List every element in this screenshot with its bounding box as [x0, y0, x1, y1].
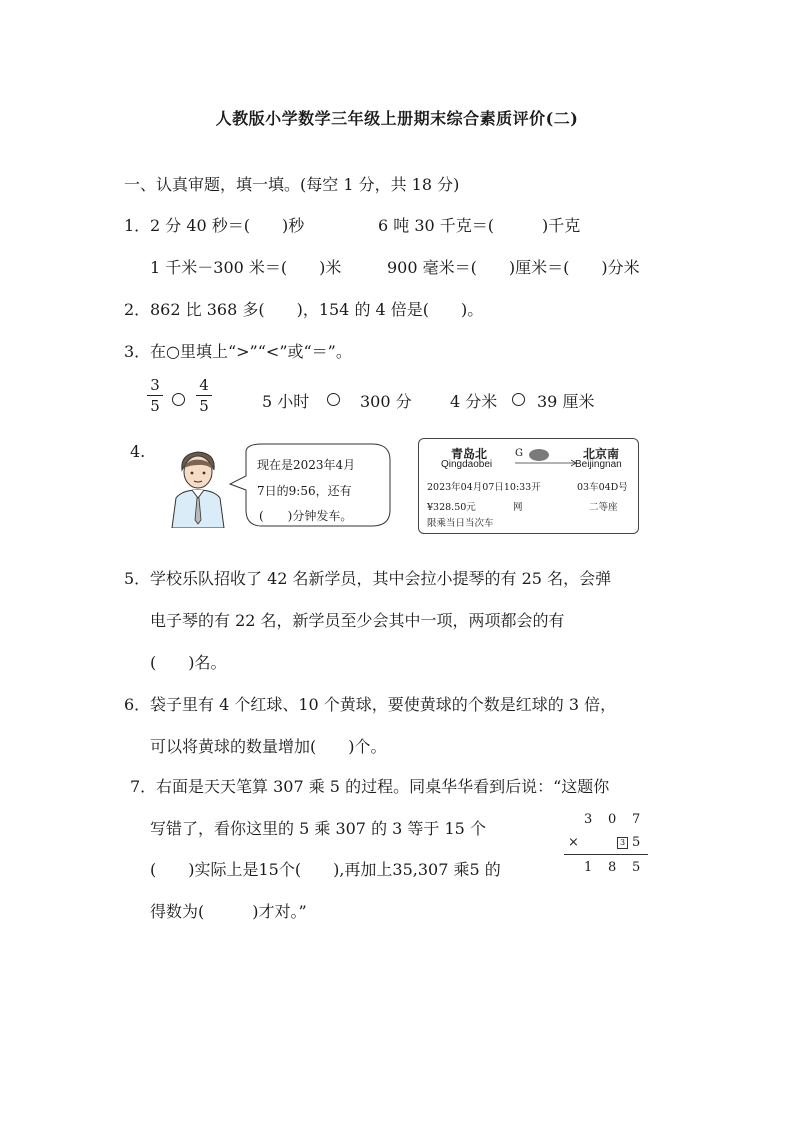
q6-line-1: 袋子里有 4 个红球、10 个黄球，要使黄球的个数是红球的 3 倍， [150, 695, 617, 714]
times-sign: × [568, 835, 579, 850]
q1-part-c: 1 千米－300 米＝( )米 [150, 258, 342, 277]
fraction-numerator: 3 [150, 376, 160, 394]
q5-number: 5． [124, 569, 151, 588]
multiplicand-digit: 3 [584, 812, 593, 827]
compare-circle[interactable] [172, 390, 185, 409]
bubble-line-2: 7日的9:56，还有 [257, 484, 352, 498]
boy-illustration [168, 448, 228, 528]
ticket-to-station: 北京南 [583, 447, 620, 461]
multiplier-digit: 5 [632, 835, 641, 850]
bubble-line-1: 现在是2023年4月 [257, 458, 356, 472]
compare-left-decimeters: 4 分米 [450, 392, 498, 411]
ticket-from-station: 青岛北 [451, 447, 488, 461]
fraction-three-fifths [147, 376, 163, 415]
q5-line-1: 学校乐队招收了 42 名新学员，其中会拉小提琴的有 25 名，会弹 [150, 569, 612, 588]
q2-number: 2． [124, 300, 151, 319]
vertical-multiplication [558, 812, 652, 882]
product-digit: 5 [632, 860, 641, 875]
compare-right-minutes: 300 分 [360, 392, 412, 411]
ticket-to-pinyin: Beijingnan [575, 459, 622, 470]
page-title: 人教版小学数学三年级上册期末综合素质评价(二) [215, 109, 579, 128]
ticket-channel: 网 [513, 502, 523, 513]
ticket-class: 二等座 [589, 502, 618, 513]
fraction-denominator: 5 [199, 397, 209, 415]
ticket-seat: 03车04D号 [577, 482, 628, 493]
q3-number: 3． [124, 342, 151, 361]
carry-box: 3 [617, 837, 628, 849]
compare-circle[interactable] [327, 390, 340, 409]
q1-part-a: 2 分 40 秒＝( )秒 [150, 216, 305, 235]
section-heading: 一、认真审题，填一填。(每空 1 分，共 18 分) [124, 175, 460, 194]
fraction-denominator: 5 [150, 397, 160, 415]
q7-line-1: 右面是天天笔算 307 乘 5 的过程。同桌华华看到后说：“这题你 [156, 777, 610, 796]
fraction-numerator: 4 [199, 376, 209, 394]
calc-divider [564, 854, 648, 855]
q7-line-2: 写错了，看你这里的 5 乘 307 的 3 等于 15 个 [150, 819, 486, 838]
compare-left-hours: 5 小时 [262, 392, 310, 411]
q5-line-2: 电子琴的有 22 名，新学员至少会其中一项，两项都会的有 [150, 611, 565, 630]
fraction-four-fifths [196, 376, 212, 415]
multiplicand-digit: 0 [608, 812, 617, 827]
bubble-line-3: ( )分钟发车。 [259, 509, 353, 523]
ticket-price: ¥328.50元 [427, 502, 476, 513]
q3-text: 在○里填上“>”“<”或“＝”。 [150, 342, 352, 361]
train-ticket [418, 438, 639, 534]
q1-part-d: 900 毫米＝( )厘米＝( )分米 [387, 258, 640, 277]
product-digit: 1 [584, 860, 593, 875]
q2-text: 862 比 368 多( )，154 的 4 倍是( )。 [150, 300, 484, 319]
q6-number: 6． [124, 695, 151, 714]
fraction-bar [196, 395, 212, 396]
q5-line-3: ( )名。 [150, 653, 227, 672]
q1-number: 1． [124, 216, 151, 235]
q7-line-3: ( )实际上是15个( ),再加上35,307 乘5 的 [150, 860, 501, 879]
ticket-from-pinyin: Qingdaobei [441, 459, 493, 470]
q4-number: 4. [130, 442, 146, 461]
q6-line-2: 可以将黄球的数量增加( )个。 [150, 737, 387, 756]
product-digit: 8 [608, 860, 617, 875]
q1-part-b: 6 吨 30 千克＝( )千克 [378, 216, 581, 235]
ticket-note: 限乘当日当次车 [427, 518, 494, 529]
fraction-bar [147, 395, 163, 396]
ticket-datetime: 2023年04月07日10:33开 [427, 482, 541, 493]
ticket-train-prefix: G [515, 448, 523, 459]
multiplicand-digit: 7 [632, 812, 641, 827]
compare-right-centimeters: 39 厘米 [537, 392, 595, 411]
compare-circle[interactable] [512, 390, 525, 409]
q7-line-4: 得数为( )才对。” [150, 902, 307, 921]
ticket-arrow-icon [513, 447, 583, 467]
q7-number: 7． [130, 777, 157, 796]
